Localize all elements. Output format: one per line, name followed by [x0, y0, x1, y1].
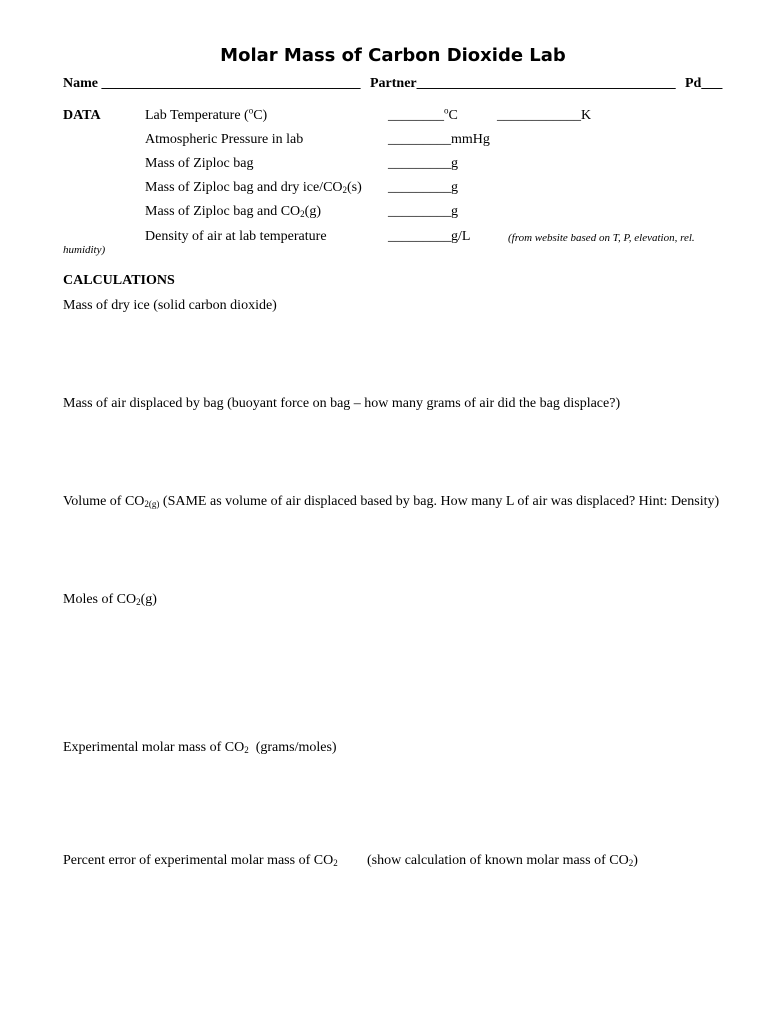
- subscript: 2: [300, 209, 305, 219]
- subscript: 2: [333, 858, 338, 868]
- calc-volume-co2: [63, 494, 719, 510]
- calc-percent-error: [63, 853, 338, 869]
- name-blank: _____________________________________: [101, 76, 361, 91]
- label-text: Lab Temperature (: [145, 108, 249, 123]
- blank-line: _________: [388, 132, 451, 147]
- air-density-blank[interactable]: [388, 229, 470, 245]
- unit-label: g: [451, 204, 458, 219]
- bag-dry-ice-blank[interactable]: [388, 180, 458, 196]
- partner-blank: _____________________________________: [416, 76, 676, 91]
- calc-mass-dry-ice: Mass of dry ice (solid carbon dioxide): [63, 298, 277, 313]
- name-field[interactable]: [63, 76, 361, 92]
- temperature-celsius-blank[interactable]: [388, 105, 458, 124]
- period-label: Pd: [685, 76, 702, 91]
- blank-line: ________: [388, 108, 444, 123]
- calc-text: (show calculation of known molar mass of CO: [367, 853, 629, 868]
- label-text: C): [253, 108, 268, 123]
- calc-moles-co2: [63, 592, 157, 608]
- subscript: 2: [244, 745, 249, 755]
- subscript: 2: [342, 185, 348, 195]
- data-row-label-bag-dry-ice: [145, 180, 362, 196]
- partner-label: Partner: [370, 76, 417, 91]
- calc-text: Volume of CO: [63, 494, 145, 509]
- blank-line: ____________: [497, 108, 581, 123]
- bag-mass-blank[interactable]: [388, 156, 458, 172]
- data-row-label-air-density: Density of air at lab temperature: [145, 229, 327, 244]
- calc-experimental-molar-mass: [63, 740, 337, 756]
- calc-text: Percent error of experimental molar mass of CO: [63, 853, 334, 868]
- label-text: Mass of Ziploc bag and CO: [145, 204, 301, 219]
- temperature-kelvin-blank[interactable]: [497, 108, 591, 124]
- calc-text: (SAME as volume of air displaced based by bag. How many L of air was displaced? Hint: Density): [159, 494, 720, 509]
- subscript: 2(g): [144, 499, 160, 509]
- calc-text: Experimental molar mass of CO: [63, 740, 245, 755]
- air-density-note-wrap: humidity): [63, 244, 106, 256]
- subscript: 2: [628, 858, 634, 868]
- calc-text: (grams/moles): [248, 740, 337, 755]
- data-row-label-bag-mass: Mass of Ziploc bag: [145, 156, 254, 171]
- data-row-label-bag-co2-gas: [145, 204, 321, 220]
- calc-text: Moles of CO: [63, 592, 137, 607]
- blank-line: _________: [388, 229, 451, 244]
- period-field[interactable]: [685, 76, 722, 92]
- unit-label: g: [451, 180, 458, 195]
- name-label: Name: [63, 76, 98, 91]
- subscript: 2: [136, 597, 141, 607]
- calc-text: ): [633, 853, 638, 868]
- bag-co2-gas-blank[interactable]: [388, 204, 458, 220]
- unit-label: K: [581, 108, 592, 123]
- unit-label: g: [451, 156, 458, 171]
- data-row-label-pressure: Atmospheric Pressure in lab: [145, 132, 304, 147]
- air-density-note: (from website based on T, P, elevation, rel.: [508, 232, 695, 244]
- unit-label: g/L: [451, 229, 471, 244]
- period-blank: ___: [701, 76, 723, 91]
- blank-line: _________: [388, 204, 451, 219]
- blank-line: _________: [388, 156, 451, 171]
- pressure-blank[interactable]: [388, 132, 490, 148]
- label-text: (s): [347, 180, 362, 195]
- calc-mass-air-displaced: Mass of air displaced by bag (buoyant force on bag – how many grams of air did the bag displace?): [63, 396, 621, 411]
- data-heading: DATA: [63, 108, 101, 123]
- unit-label: C: [448, 108, 458, 123]
- data-row-label-temperature: [145, 105, 268, 124]
- blank-line: _________: [388, 180, 451, 195]
- calculations-heading: CALCULATIONS: [63, 273, 175, 288]
- degree-symbol: o: [444, 105, 449, 116]
- calc-text: (g): [140, 592, 157, 607]
- degree-symbol: o: [248, 105, 254, 116]
- label-text: Mass of Ziploc bag and dry ice/CO: [145, 180, 343, 195]
- page-title: Molar Mass of Carbon Dioxide Lab: [220, 45, 566, 66]
- label-text: (g): [304, 204, 321, 219]
- calc-percent-error-known: [367, 853, 638, 869]
- unit-label: mmHg: [451, 132, 490, 147]
- partner-field[interactable]: [370, 76, 676, 92]
